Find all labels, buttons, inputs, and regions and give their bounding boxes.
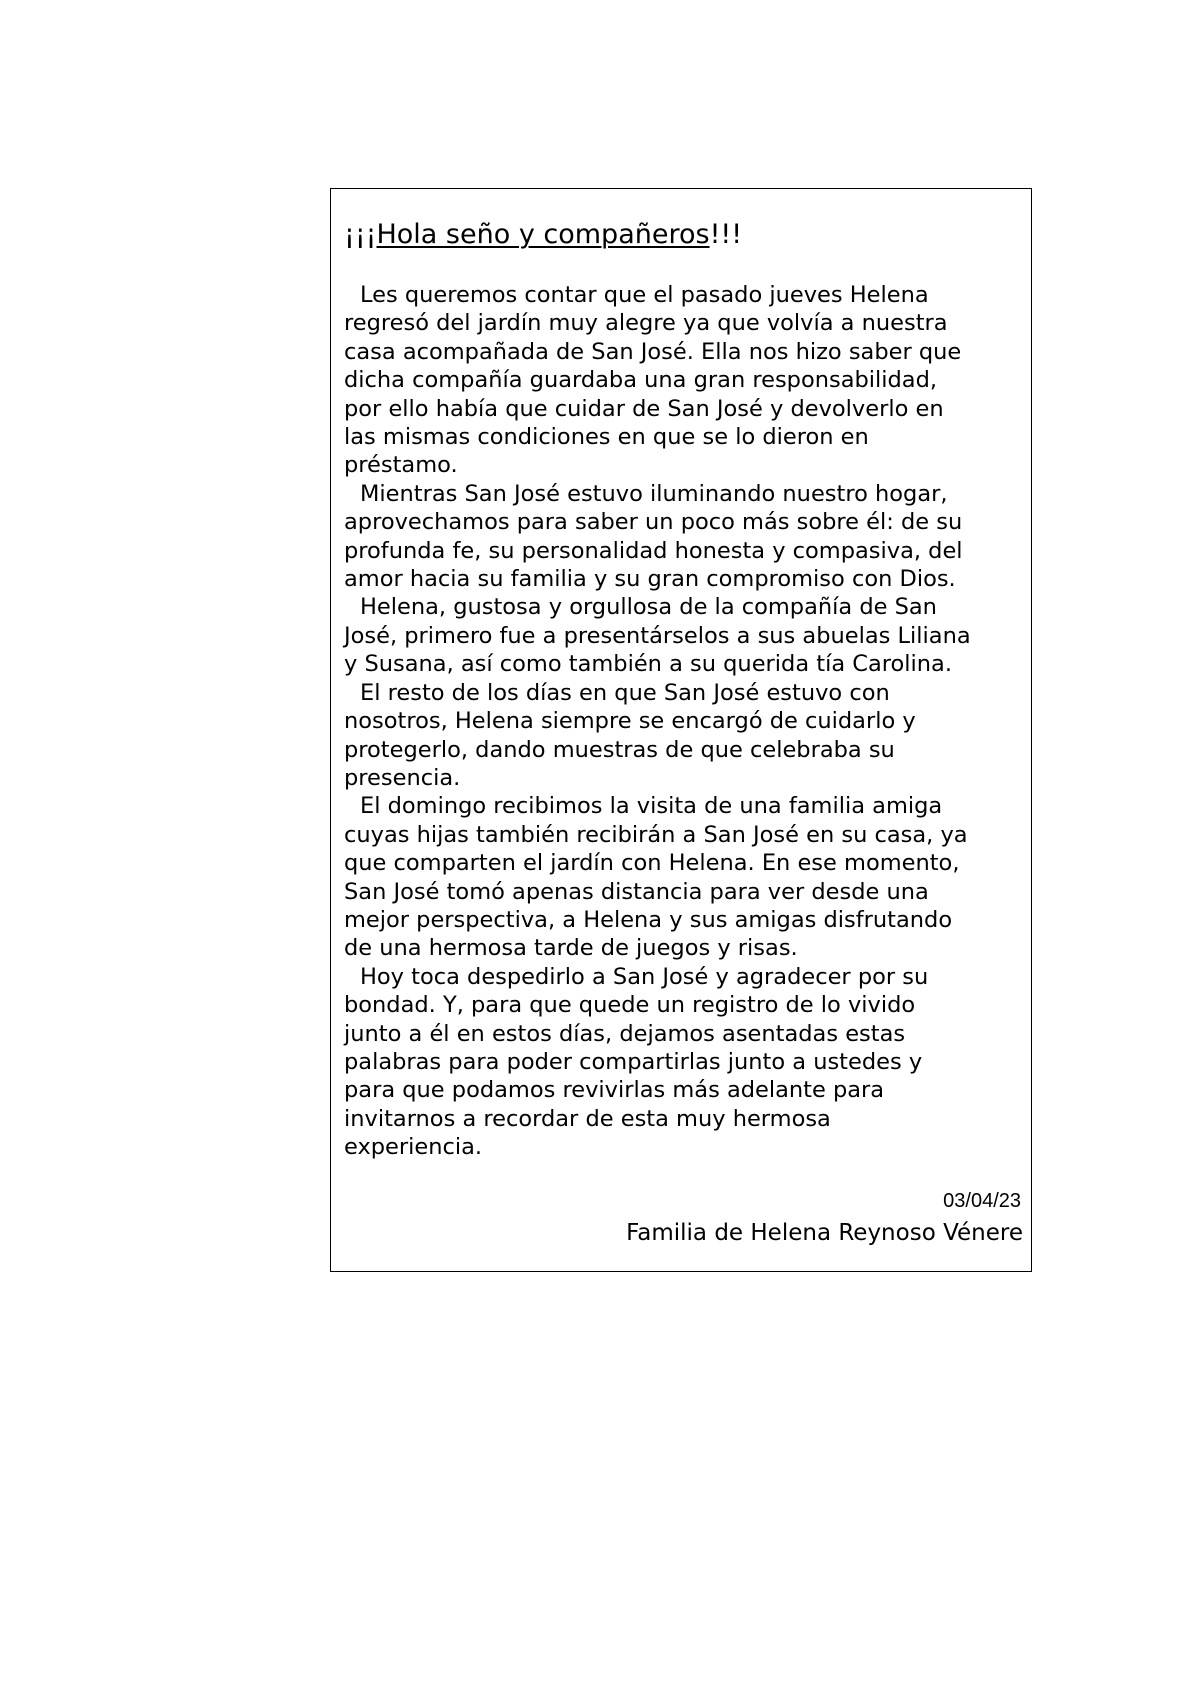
body-line: bondad. Y, para que quede un registro de lo vivido: [344, 992, 916, 1019]
body-line: experiencia.: [344, 1134, 483, 1161]
greeting-suffix: !!!: [709, 219, 743, 250]
letter-box: [330, 188, 1032, 1272]
body-line: invitarnos a recordar de esta muy hermosa: [344, 1105, 831, 1132]
body-line: protegerlo, dando muestras de que celebraba su: [344, 736, 895, 763]
body-line: El resto de los días en que San José estuvo con: [360, 679, 890, 706]
body-line: Les queremos contar que el pasado jueves Helena: [360, 282, 929, 308]
body-line: profunda fe, su personalidad honesta y compasiva, del: [344, 537, 963, 564]
body-line: Hoy toca despedirlo a San José y agradecer por su: [360, 963, 929, 990]
body-line: San José tomó apenas distancia para ver desde una: [344, 878, 929, 905]
body-line: El domingo recibimos la visita de una familia amiga: [360, 793, 943, 820]
body-line: palabras para poder compartirlas junto a ustedes y: [344, 1048, 923, 1075]
body-line: aprovechamos para saber un poco más sobre él: de su: [344, 509, 963, 536]
body-line: Helena, gustosa y orgullosa de la compañía de San: [360, 594, 937, 621]
greeting-prefix: ¡¡¡: [344, 219, 377, 250]
body-line: presencia.: [344, 764, 461, 791]
body-line: cuyas hijas también recibirán a San José en su casa, ya: [344, 821, 968, 848]
body-line: amor hacia su familia y su gran compromiso con Dios.: [344, 566, 956, 593]
body-line: mejor perspectiva, a Helena y sus amigas disfrutando: [344, 906, 953, 933]
body-line: de una hermosa tarde de juegos y risas.: [344, 935, 798, 962]
letter-body: [344, 281, 1034, 1162]
body-line: para que podamos revivirlas más adelante para: [344, 1077, 885, 1104]
body-line: José, primero fue a presentárselos a sus abuelas Liliana: [344, 622, 971, 649]
body-line: junto a él en estos días, dejamos asentadas estas: [344, 1020, 906, 1047]
body-line: por ello había que cuidar de San José y devolverlo en: [344, 395, 944, 422]
body-line: regresó del jardín muy alegre ya que volvía a nuestra: [344, 310, 948, 337]
body-line: Mientras San José estuvo iluminando nuestro hogar,: [360, 480, 948, 507]
body-line: que comparten el jardín con Helena. En ese momento,: [344, 850, 960, 877]
greeting-heading: [344, 219, 742, 251]
letter-date: 03/04/23: [943, 1190, 1021, 1212]
body-line: casa acompañada de San José. Ella nos hizo saber que: [344, 338, 962, 365]
letter-signature: Familia de Helena Reynoso Vénere: [626, 1220, 1023, 1246]
body-line: dicha compañía guardaba una gran responsabilidad,: [344, 367, 938, 394]
body-line: las mismas condiciones en que se lo dieron en: [344, 424, 869, 451]
body-line: préstamo.: [344, 452, 458, 479]
body-line: nosotros, Helena siempre se encargó de cuidarlo y: [344, 708, 916, 735]
greeting-underlined: Hola seño y compañeros: [376, 219, 710, 250]
body-line: y Susana, así como también a su querida tía Carolina.: [344, 651, 952, 678]
